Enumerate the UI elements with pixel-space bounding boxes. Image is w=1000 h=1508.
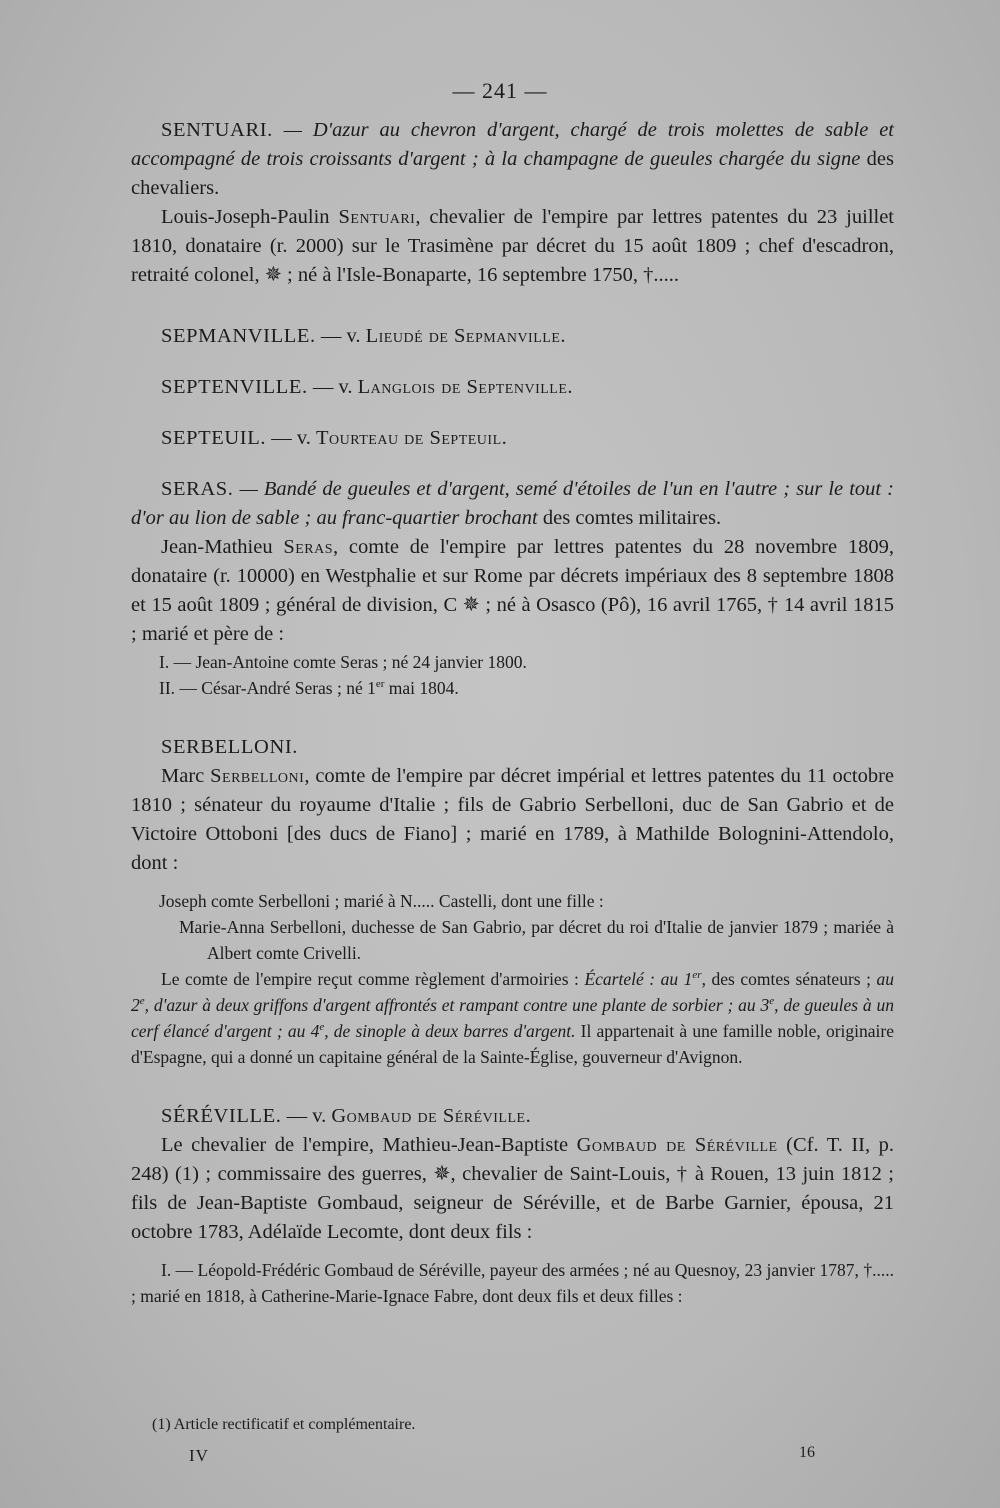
bio-rest: , comte de l'empire par décret impérial et lettres patentes du 11 octobre 1810 ; sénateur du royaume d'Italie ; fils de Gabrio Serbelloni, duc de San Gabrio et de Victoire Ottoboni [des ducs de Fiano] ; marié en 1789, à Mathilde Bolognini-Attendolo, dont : <box>131 765 894 874</box>
note-arms: , de sinople à deux barres d'argent. <box>324 1021 576 1041</box>
bio-rest: , chevalier de l'empire par lettres patentes du 23 juillet 1810, donataire (r. 2000) sur le Trasimène par décret du 15 août 1809 ; chef d'escadron, retraité colonel, ✵ ; né à l'Isle-Bonaparte, 16 septembre 1750, †..... <box>131 206 894 286</box>
arms-tail: des chevaliers. <box>131 148 895 199</box>
bio-rest: (Cf. T. II, p. 248) (1) ; commissaire des guerres, ✵, chevalier de Saint-Louis, † à Rouen, 13 juin 1812 ; fils de Jean-Baptiste Gombaud, seigneur de Séréville, et de Barbe Garnier, épousa, 21 octobre 1783, Adélaïde Lecomte, dont deux fils : <box>131 1134 894 1243</box>
note-text: , des comtes sénateurs ; <box>701 969 877 989</box>
bio-start: Marc <box>161 765 211 787</box>
entry-sentuari-bio <box>131 203 894 290</box>
note-arms: Écartelé : au 1 <box>584 969 693 989</box>
entry-name: SENTUARI. <box>161 119 273 141</box>
ref-target: Lieudé de Sepmanville. <box>365 325 566 347</box>
ref-target: Langlois de Septenville. <box>357 376 574 398</box>
superscript: e <box>319 1021 325 1034</box>
bio-name: Gombaud de Séréville <box>576 1134 778 1156</box>
serbelloni-armorial-note <box>131 966 894 1070</box>
entry-seras-bio <box>131 533 894 649</box>
sereville-child-1: I. — Léopold-Frédéric Gombaud de Séréville, payeur des armées ; né au Quesnoy, 23 janvier 1787, †..... ; marié en 1818, à Catherine-Marie-Ignace Fabre, dont deux fils et deux filles : <box>131 1260 894 1306</box>
arms-text: — D'azur au chevron d'argent, chargé de trois molettes de sable et accompagné de trois croissants d'argent ; à la champagne de gueules chargée du signe <box>131 119 894 170</box>
bio-name: Seras <box>283 536 334 558</box>
bio-start: Le chevalier de l'empire, Mathieu-Jean-Baptiste <box>161 1134 577 1156</box>
ref-prefix: — v. <box>320 325 366 347</box>
signature-mark-right: 16 <box>799 1444 815 1461</box>
bio-name: Serbelloni <box>210 765 305 787</box>
entry-name: SÉRÉVILLE. <box>161 1105 282 1127</box>
seras-child-2 <box>131 675 894 701</box>
entry-name: SEPTEUIL. <box>161 427 267 449</box>
entry-sepmanville <box>131 322 894 351</box>
footnote: (1) Article rectificatif et complémentaire. <box>152 1416 416 1433</box>
entry-septenville <box>131 373 894 402</box>
page-number: — 241 — <box>452 78 548 103</box>
entry-serbelloni-bio <box>131 762 894 878</box>
bio-name: Sentuari <box>338 206 416 228</box>
child-text-end: mai 1804. <box>384 678 459 698</box>
entry-sentuari-arms <box>131 116 894 203</box>
child-text: II. — César-André Seras ; né 1 <box>159 678 376 698</box>
ref-prefix: — v. <box>271 427 316 449</box>
entry-name: SERAS. <box>161 478 234 500</box>
ref-target: Gombaud de Séréville. <box>331 1105 532 1127</box>
superscript: er <box>375 678 385 691</box>
ref-prefix: — v. <box>312 376 358 398</box>
entry-sereville-bio <box>131 1131 894 1247</box>
superscript: e <box>769 995 775 1008</box>
entry-seras-arms <box>131 475 894 533</box>
note-arms: , d'azur à deux griffons d'argent affrontés et rampant contre une plante de sorbier ; au 3 <box>144 995 770 1015</box>
ref-target: Tourteau de Septeuil. <box>315 427 508 449</box>
serbelloni-grandchild-1: Marie-Anna Serbelloni, duchesse de San Gabrio, par décret du roi d'Italie de janvier 1879 ; mariée à Albert comte Crivelli. <box>179 917 894 963</box>
bio-start: Jean-Mathieu <box>161 536 284 558</box>
entry-serbelloni-head <box>131 733 894 762</box>
entry-sereville-head <box>131 1102 894 1131</box>
entry-name: SERBELLONI. <box>161 736 298 758</box>
arms-text: — Bandé de gueules et d'argent, semé d'étoiles de l'un en l'autre ; sur le tout : d'or au lion de sable ; au franc-quartier brochant <box>131 478 894 529</box>
arms-tail: des comtes militaires. <box>537 507 722 529</box>
body-text <box>131 116 894 1309</box>
note-arms: au 2 <box>131 969 895 1015</box>
signature-mark-left: IV <box>189 1446 209 1465</box>
entry-name: SEPTENVILLE. <box>161 376 308 398</box>
entry-name: SEPMANVILLE. <box>161 325 316 347</box>
note-arms: , de gueules à un cerf élancé d'argent ; au 4 <box>131 995 894 1041</box>
entry-septeuil <box>131 424 894 453</box>
note-text: Le comte de l'empire reçut comme règlement d'armoiries : <box>161 969 585 989</box>
bio-rest: , comte de l'empire par lettres patentes du 28 novembre 1809, donataire (r. 10000) en Westphalie et sur Rome par décrets impériaux des 8 septembre 1808 et 15 août 1809 ; général de division, C ✵ ; né à Osasco (Pô), 16 avril 1765, † 14 avril 1815 ; marié et père de : <box>131 536 894 645</box>
note-text: Il appartenait à une famille noble, originaire d'Espagne, qui a donné un capitaine général de la Sainte-Église, gouverneur d'Avignon. <box>131 1021 894 1067</box>
serbelloni-child-1: Joseph comte Serbelloni ; marié à N..... Castelli, dont une fille : <box>159 891 604 911</box>
superscript: er <box>692 969 702 982</box>
superscript: e <box>139 995 145 1008</box>
ref-prefix: — v. <box>286 1105 332 1127</box>
bio-start: Louis-Joseph-Paulin <box>161 206 339 228</box>
seras-child-1: I. — Jean-Antoine comte Seras ; né 24 janvier 1800. <box>159 652 527 672</box>
